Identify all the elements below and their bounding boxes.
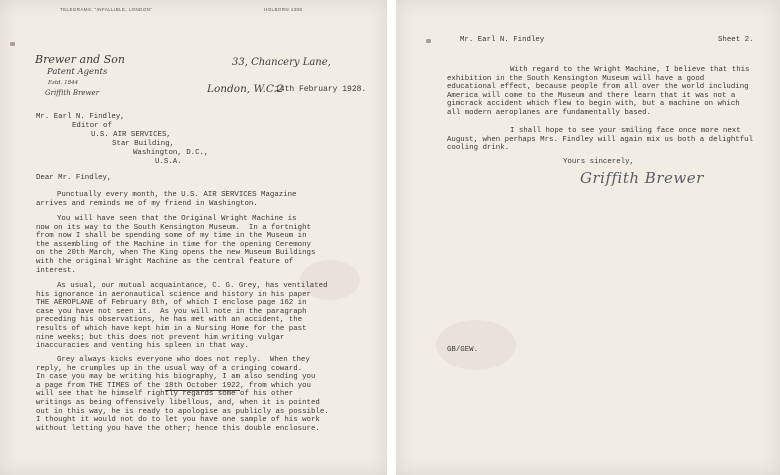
recipient-line-1: Mr. Earl N. Findley, — [36, 113, 125, 121]
binder-hole — [10, 42, 15, 46]
binder-hole — [426, 39, 431, 43]
recipient-line-2: Editor of — [72, 122, 112, 130]
recipient-line-3: U.S. AIR SERVICES, — [91, 131, 171, 139]
closing: Yours sincerely, — [563, 158, 634, 166]
body-line: will see that he himself rightly regards some of his other — [36, 390, 294, 399]
body-line: the assembling of the Machine in time for the opening Ceremony — [36, 240, 311, 249]
letterhead-city: London, W.C.2 — [207, 83, 284, 95]
body-line: with the original Wright Machine as the central feature of — [36, 258, 294, 266]
letter-date: 14th February 1928. — [275, 85, 367, 94]
body-line: from now I shall be spending some of my time in the Museum in — [36, 232, 307, 241]
body-line: now on its way to the South Kensington Museum. In a fortnight — [36, 223, 311, 232]
body-line: without letting you have the other; hence this double enclosure. — [36, 424, 320, 433]
body-line: reply, he crumples up in the usual way of a cringing coward. — [36, 364, 303, 373]
body-line: inaccuracies and venting his spleen in that way. — [36, 342, 249, 351]
body-line: Punctually every month, the U.S. AIR SERVICES Magazine — [57, 191, 297, 199]
body-line: In case you may be writing his biography, I am also sending you — [36, 373, 316, 382]
recipient-line-5: Washington, D.C., — [133, 149, 209, 157]
letter-page-1 — [0, 0, 387, 475]
firm-subtitle: Patent Agents — [47, 67, 108, 77]
body-line: his ignorance in aeronautical science and history in his paper — [36, 290, 311, 299]
body-line: results of which have kept him in a Nursing Home for the past — [36, 325, 307, 333]
body-line: I thought it would not do to let you have one sample of his work — [36, 416, 320, 425]
body-line: exhibition in the South Kensington Museum will have a good — [447, 74, 705, 83]
body-line: interest. — [36, 266, 76, 275]
recipient-line-4: Star Building, — [112, 140, 175, 148]
body-line: I shall hope to see your smiling face once more next — [510, 127, 741, 135]
body-line: preceding his observations, he has met with an accident, the — [36, 316, 303, 325]
body-line: With regard to the Wright Machine, I believe that this — [510, 66, 750, 74]
reference-initials: GB/GEW. — [447, 346, 479, 354]
body-line: America will come to the Museum and there learn that it was not a — [447, 91, 736, 100]
body-line: on the 20th March, when The King opens the new Museum Buildings — [36, 249, 316, 258]
sheet-header-recipient: Mr. Earl N. Findley — [460, 36, 545, 44]
body-text: , from which you — [240, 381, 311, 390]
salutation: Dear Mr. Findley, — [36, 174, 112, 182]
body-line: THE AEROPLANE of February 8th, of which I enclose page 162 in — [36, 299, 307, 308]
body-text: a page from THE TIMES of the — [36, 381, 165, 390]
proprietor-name: Griffith Brewer — [45, 89, 100, 97]
body-line: cooling drink. — [447, 144, 510, 153]
body-line — [36, 382, 311, 391]
signature: Griffith Brewer — [580, 169, 704, 187]
body-line: gimcrack accident which flew to begin with, but a machine on which — [447, 100, 740, 109]
letterhead-street: 33, Chancery Lane, — [232, 57, 331, 68]
body-line: August, when perhaps Mrs. Findley will again mix us both a delightful — [447, 135, 754, 144]
body-line: all modern aeroplanes are fundamentally based. — [447, 109, 652, 117]
body-line: out in this way, he is ready to apologise as publicly as possible. — [36, 407, 329, 416]
body-line: As usual, our mutual acquaintance, C. G. Grey, has ventilated — [57, 282, 328, 290]
body-line: educational effect, because people from all over the world including — [447, 83, 749, 92]
firm-name: Brewer and Son — [35, 53, 125, 66]
body-line: You will have seen that the Original Wright Machine is — [57, 215, 297, 223]
body-line: case you have not seen it. As you will note in the paragraph — [36, 307, 307, 316]
established-year: Estd. 1844 — [48, 80, 79, 86]
recipient-line-6: U.S.A. — [155, 158, 182, 166]
letter-page-2 — [396, 0, 780, 475]
phone-number: HOLBORN 1308 — [264, 7, 303, 12]
sheet-number: Sheet 2. — [718, 36, 754, 44]
underlined-date: 18th October 1922 — [164, 381, 241, 390]
telegram-address: TELEGRAMS: "INFALLIBLE, LONDON" — [60, 7, 153, 12]
body-line: arrives and reminds me of my friend in Washington. — [36, 199, 258, 208]
body-line: Grey always kicks everyone who does not reply. When they — [57, 356, 310, 364]
body-line: writings as being offensively libellous, and, when it is pointed — [36, 399, 320, 407]
body-line: nine weeks; but this does not prevent him writing vulgar — [36, 333, 285, 342]
paper-stain — [436, 320, 516, 370]
